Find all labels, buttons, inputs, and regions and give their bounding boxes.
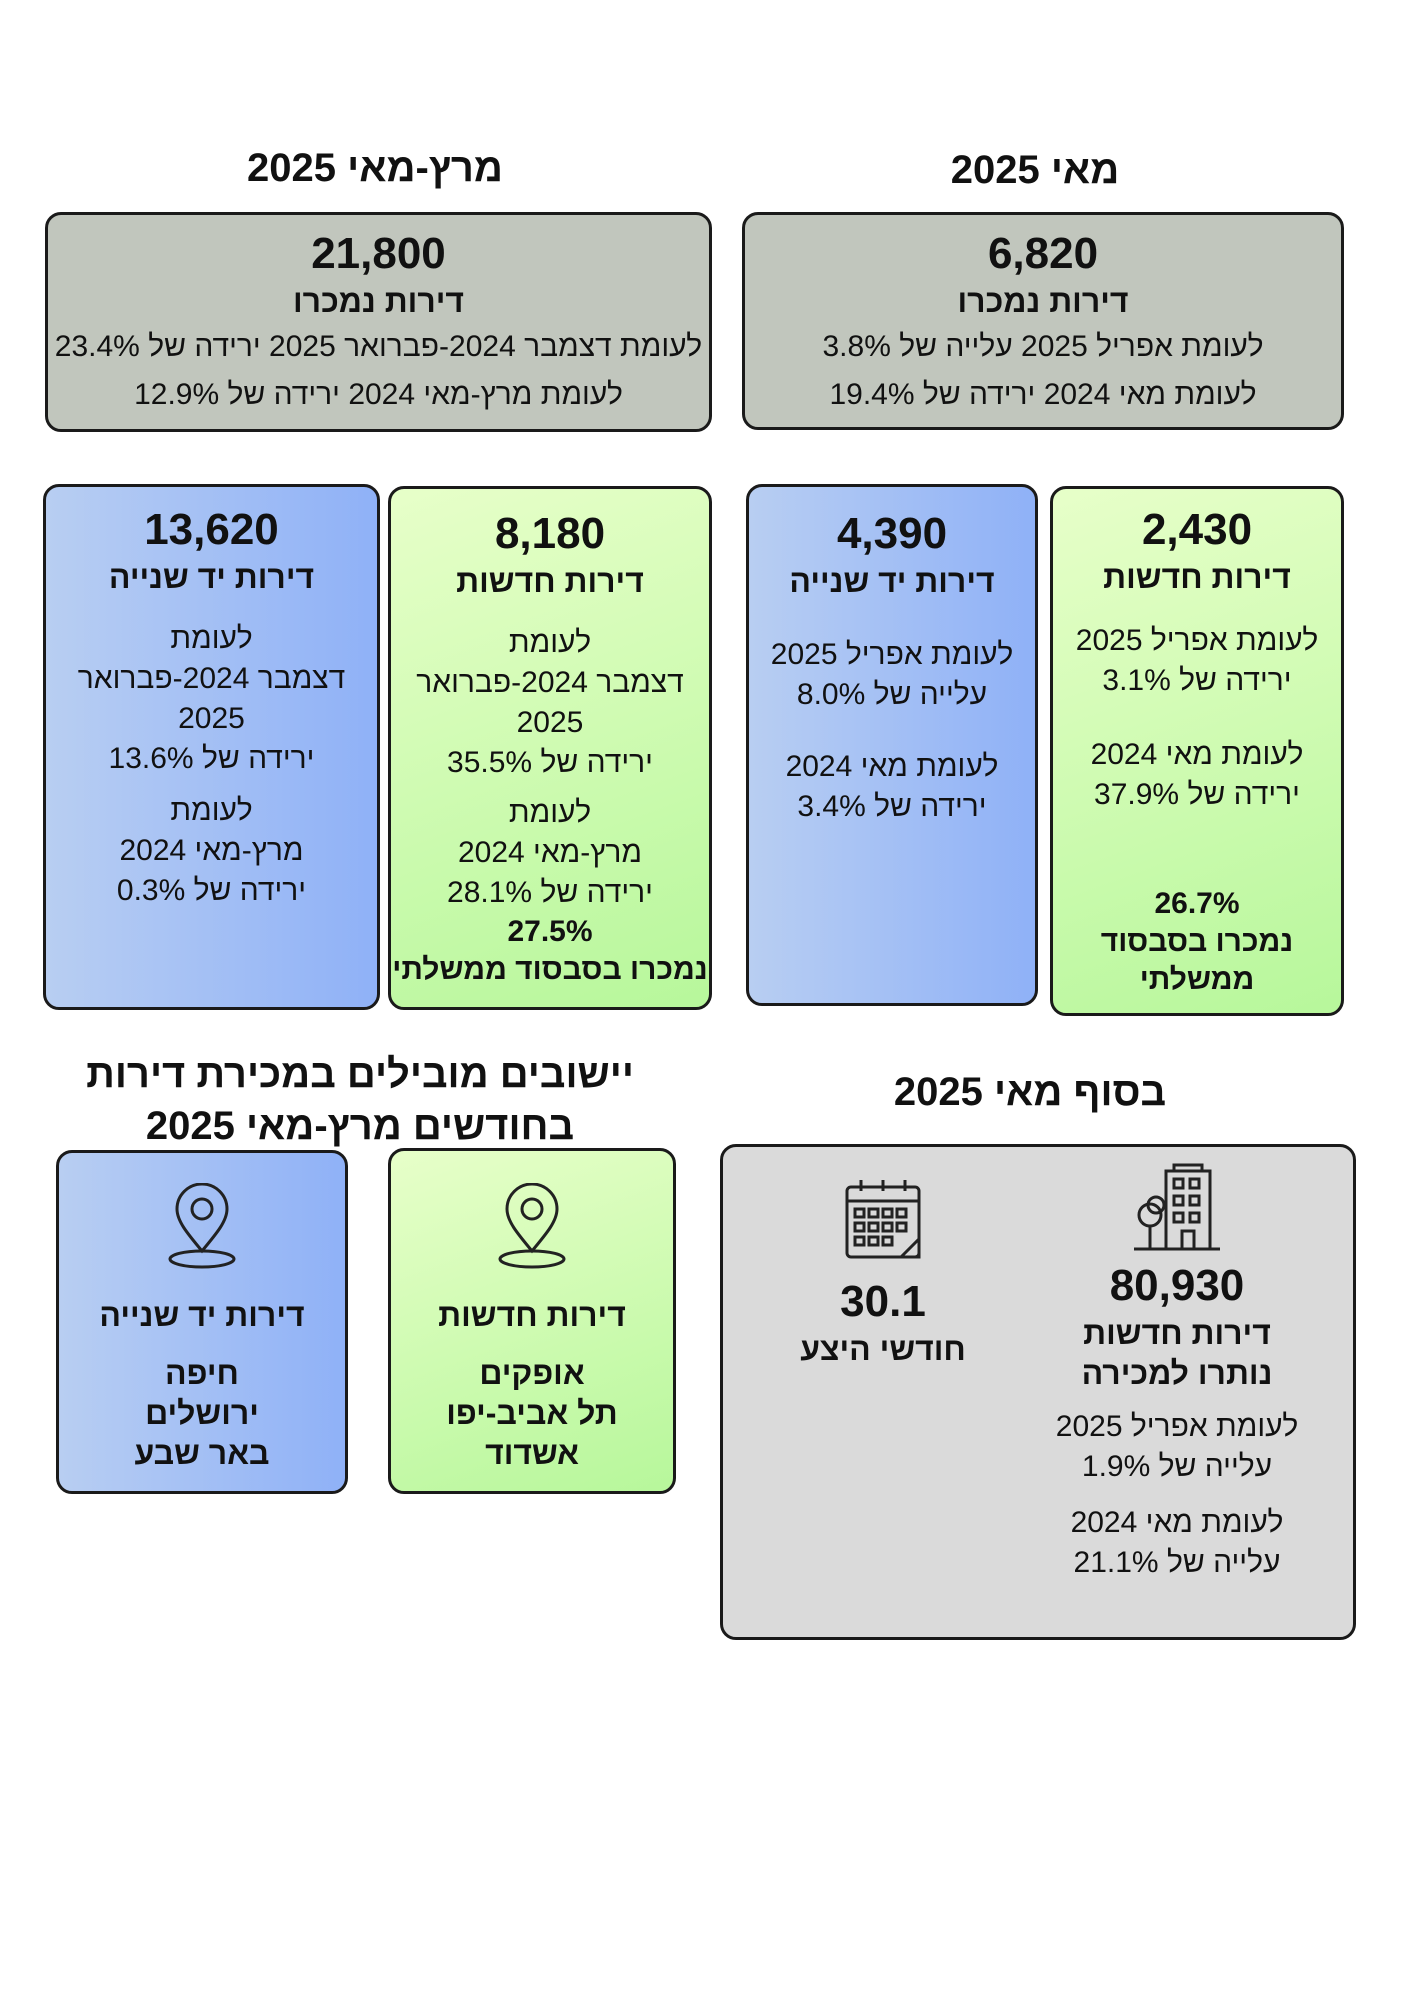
may-new-label: דירות חדשות <box>1103 559 1291 595</box>
may-new-compare-2-period: לעומת מאי 2024 <box>1090 738 1304 771</box>
mar-may-new-value: 8,180 <box>494 509 606 558</box>
mar-may-second-compare-2-prefix: לעומת <box>170 794 253 827</box>
leaders-second-label: דירות יד שנייה <box>99 1297 305 1333</box>
may-second-hand-box <box>746 484 1038 1006</box>
may-new-apartments-box <box>1050 486 1344 1016</box>
may-second-compare-2-change: ירידה של 3.4% <box>797 790 987 823</box>
mar-may-new-apartments-box <box>388 486 712 1010</box>
inventory-value: 80,930 <box>1109 1261 1245 1310</box>
leaders-heading-line-1: יישובים מובילים במכירת דירות <box>86 1052 634 1096</box>
supply-column <box>763 1177 1003 1369</box>
inventory-compare-2-period: לעומת מאי 2024 <box>1070 1506 1284 1539</box>
inventory-compare-2-change: עלייה של 21.1% <box>1073 1546 1281 1579</box>
leaders-new-city-2: תל אביב-יפו <box>446 1395 618 1431</box>
mar-may-second-compare-1-prefix: לעומת <box>170 622 253 655</box>
may-total-compare-2: לעומת מאי 2024 ירידה של 19.4% <box>829 378 1257 411</box>
may-second-label: דירות יד שנייה <box>789 563 995 599</box>
may-heading: מאי 2025 <box>950 148 1120 192</box>
leaders-second-box <box>56 1150 348 1494</box>
inventory-label-2: נותרו למכירה <box>1081 1355 1273 1391</box>
mar-may-second-compare-2-period: מרץ-מאי 2024 <box>119 834 304 867</box>
leaders-second-city-2: ירושלים <box>145 1395 259 1431</box>
mar-may-new-compare-2-prefix: לעומת <box>508 796 592 829</box>
leaders-new-city-1: אופקים <box>479 1355 585 1391</box>
mar-may-total-compare-1: לעומת דצמבר 2024-פברואר 2025 ירידה של 23.4% <box>54 330 703 363</box>
mar-may-total-compare-2: לעומת מרץ-מאי 2024 ירידה של 12.9% <box>134 378 623 411</box>
leaders-second-city-3: באר שבע <box>134 1435 270 1471</box>
calendar-icon <box>763 1177 1003 1261</box>
may-second-value: 4,390 <box>836 509 948 558</box>
may-second-compare-1-change: עלייה של 8.0% <box>796 678 988 711</box>
mar-may-total-value: 21,800 <box>311 229 446 278</box>
inventory-column <box>1027 1163 1327 1583</box>
leaders-heading <box>40 1048 680 1152</box>
may-total-value: 6,820 <box>987 229 1099 278</box>
mar-may-new-compare-2-change: ירידה של 28.1% <box>447 876 653 909</box>
may-new-value: 2,430 <box>1141 505 1253 554</box>
mar-may-new-compare-2-period: מרץ-מאי 2024 <box>457 836 643 869</box>
may-summary-box <box>742 212 1344 430</box>
mar-may-heading: מרץ-מאי 2025 <box>247 146 503 190</box>
mar-may-summary-box <box>45 212 712 432</box>
supply-label: חודשי היצע <box>800 1331 966 1367</box>
mar-may-second-hand-box <box>43 484 380 1010</box>
inventory-compare-1-period: לעומת אפריל 2025 <box>1055 1410 1299 1443</box>
mar-may-new-compare-1-change: ירידה של 35.5% <box>447 746 653 779</box>
may-total-compare-1: לעומת אפריל 2025 עלייה של 3.8% <box>822 330 1264 363</box>
end-may-heading: בסוף מאי 2025 <box>893 1070 1167 1114</box>
mar-may-second-compare-2-change: ירידה של 0.3% <box>116 874 307 907</box>
may-new-compare-2-change: ירידה של 37.9% <box>1094 778 1300 811</box>
mar-may-total-label: דירות נמכרו <box>292 283 465 319</box>
inventory-compare-1-change: עלייה של 1.9% <box>1081 1450 1273 1483</box>
leaders-second-city-1: חיפה <box>165 1355 239 1391</box>
mar-may-new-compare-1-prefix: לעומת <box>508 626 592 659</box>
mar-may-second-label: דירות יד שנייה <box>108 559 315 595</box>
inventory-label-1: דירות חדשות <box>1083 1315 1271 1351</box>
end-may-box <box>720 1144 1356 1640</box>
mar-may-new-subsidy-pct: 27.5% <box>507 915 593 948</box>
leaders-heading-line-2: בחודשים מרץ-מאי 2025 <box>145 1104 575 1148</box>
may-second-compare-2-period: לעומת מאי 2024 <box>785 750 999 783</box>
map-pin-icon <box>391 1183 673 1269</box>
may-new-compare-1-change: ירידה של 3.1% <box>1102 664 1292 697</box>
mar-may-new-subsidy-label: נמכרו בסבסוד ממשלתי <box>392 953 708 986</box>
may-total-label: דירות נמכרו <box>957 283 1129 319</box>
mar-may-new-label: דירות חדשות <box>456 563 644 599</box>
leaders-new-box <box>388 1148 676 1494</box>
may-second-compare-1-period: לעומת אפריל 2025 <box>770 638 1014 671</box>
supply-value: 30.1 <box>840 1277 926 1326</box>
mar-may-second-compare-1-change: ירידה של 13.6% <box>108 742 315 775</box>
building-icon <box>1027 1163 1327 1255</box>
map-pin-icon <box>59 1183 345 1269</box>
leaders-new-label: דירות חדשות <box>438 1297 626 1333</box>
may-new-subsidy-pct: 26.7% <box>1154 887 1240 920</box>
mar-may-new-compare-1-period: דצמבר 2024-פברואר 2025 <box>416 666 684 739</box>
may-new-compare-1-period: לעומת אפריל 2025 <box>1075 624 1319 657</box>
mar-may-second-value: 13,620 <box>144 505 279 554</box>
mar-may-second-compare-1-period: דצמבר 2024-פברואר 2025 <box>77 662 346 735</box>
leaders-new-city-3: אשדוד <box>485 1435 579 1471</box>
may-new-subsidy-label: נמכרו בסבסוד ממשלתי <box>1100 925 1294 996</box>
